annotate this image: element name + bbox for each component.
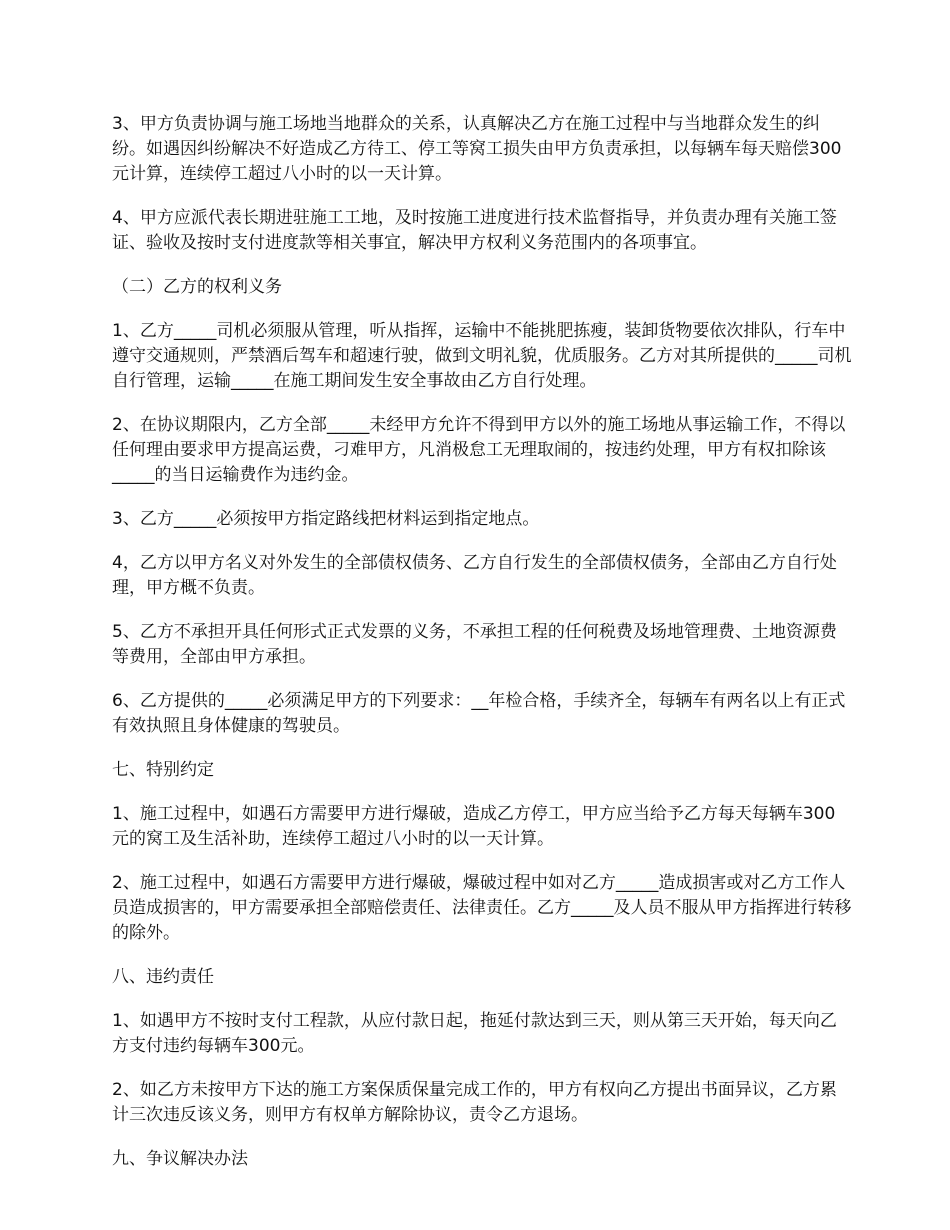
paragraph-4-representative: 4、甲方应派代表长期进驻施工工地，及时按施工进度进行技术监督指导，并负责办理有关施工签证、验收及按时支付进度款等相关事宜，解决甲方权利义务范围内的各项事宜。 [112, 208, 837, 253]
paragraph-b-1-drivers: 1、乙方_____司机必须服从管理，听从指挥，运输中不能挑肥拣瘦，装卸货物要依次排队，行车中遵守交通规则，严禁酒后驾车和超速行驶，做到文明礼貌，优质服务。乙方对其所提供的_____司机自行管理，运输_____在施工期间发生安全事故由乙方自行处理。 [112, 321, 852, 391]
section-heading-breach: 八、违约责任 [112, 967, 214, 987]
paragraph-special-2: 2、施工过程中，如遇石方需要甲方进行爆破，爆破过程中如对乙方_____造成损害或对乙方工作人员造成损害的，甲方需要承担全部赔偿责任、法律责任。乙方_____及人员不服从甲方指挥进行转移的除外。 [112, 873, 852, 943]
section-heading-special-terms: 七、特别约定 [112, 760, 214, 780]
section-heading-dispute: 九、争议解决办法 [112, 1149, 248, 1169]
section-heading-party-b-rights: （二）乙方的权利义务 [112, 277, 282, 297]
paragraph-b-5-invoice: 5、乙方不承担开具任何形式正式发票的义务，不承担工程的任何税费及场地管理费、土地资源费等费用，全部由甲方承担。 [112, 622, 837, 667]
paragraph-b-4-debts: 4，乙方以甲方名义对外发生的全部债权债务、乙方自行发生的全部债权债务，全部由乙方自行处理，甲方概不负责。 [112, 553, 837, 598]
paragraph-3-coordination: 3、甲方负责协调与施工场地当地群众的关系，认真解决乙方在施工过程中与当地群众发生的纠纷。如遇因纠纷解决不好造成乙方待工、停工等窝工损失由甲方负责承担，以每辆车每天赔偿300元计算，连续停工超过八小时的以一天计算。 [112, 114, 842, 184]
paragraph-b-2-term: 2、在协议期限内，乙方全部_____未经甲方允许不得到甲方以外的施工场地从事运输工作，不得以任何理由要求甲方提高运费，刁难甲方，凡消极怠工无理取闹的，按违约处理，甲方有权扣除该_____的当日运输费作为违约金。 [112, 415, 846, 485]
paragraph-b-3-route: 3、乙方_____必须按甲方指定路线把材料运到指定地点。 [112, 509, 540, 529]
paragraph-breach-2: 2、如乙方未按甲方下达的施工方案保质保量完成工作的，甲方有权向乙方提出书面异议，乙方累计三次违反该义务，则甲方有权单方解除协议，责令乙方退场。 [112, 1080, 837, 1125]
document-body [112, 112, 852, 1191]
paragraph-b-6-requirements: 6、乙方提供的_____必须满足甲方的下列要求：__年检合格，手续齐全，每辆车有两名以上有正式有效执照且身体健康的驾驶员。 [112, 691, 846, 736]
paragraph-breach-1: 1、如遇甲方不按时支付工程款，从应付款日起，拖延付款达到三天，则从第三天开始，每天向乙方支付违约每辆车300元。 [112, 1011, 837, 1056]
paragraph-special-1: 1、施工过程中，如遇石方需要甲方进行爆破，造成乙方停工，甲方应当给予乙方每天每辆车300元的窝工及生活补助，连续停工超过八小时的以一天计算。 [112, 804, 836, 849]
